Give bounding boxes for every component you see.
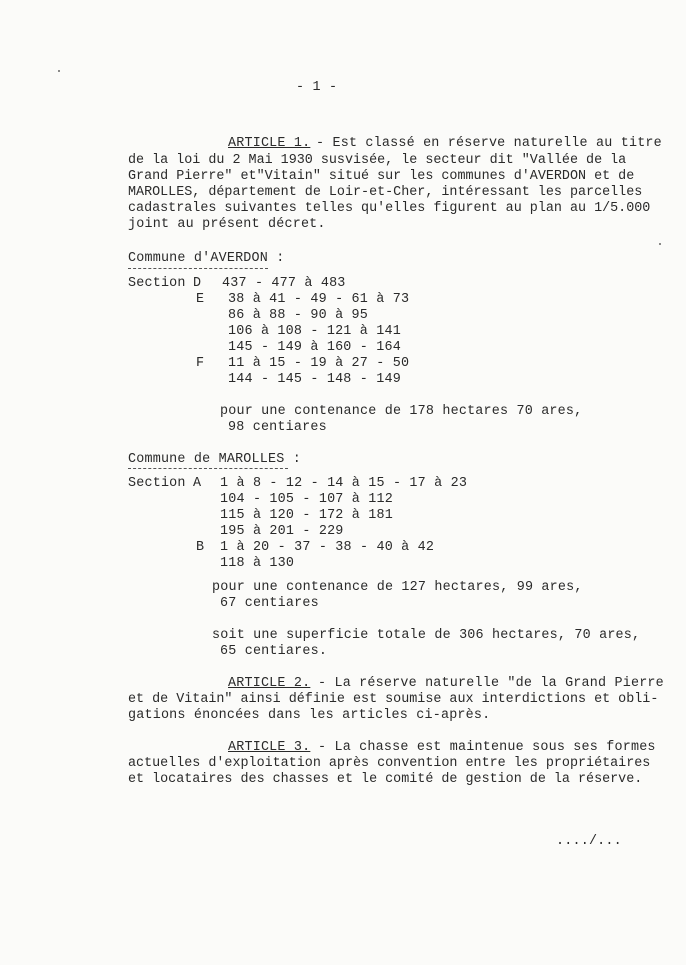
paper-speck xyxy=(58,70,60,72)
marolles-section-letter: A xyxy=(193,476,202,491)
article-2-line: et de Vitain" ainsi définie est soumise aux interdictions et obli- xyxy=(128,692,659,707)
total-area: soit une superficie totale de 306 hectares, 70 ares, xyxy=(212,628,641,643)
article-3-heading: ARTICLE 3. xyxy=(228,740,311,755)
averdon-parcels: 86 à 88 - 90 à 95 xyxy=(228,308,369,323)
total-area: 65 centiares. xyxy=(220,644,328,659)
marolles-parcels: 104 - 105 - 107 à 112 xyxy=(220,492,393,507)
averdon-section-letter: F xyxy=(196,356,205,371)
averdon-contenance: 98 centiares xyxy=(228,420,327,435)
article-1-line: MAROLLES, département de Loir-et-Cher, intéressant les parcelles xyxy=(128,185,643,200)
article-1-line: de la loi du 2 Mai 1930 susvisée, le secteur dit "Vallée de la xyxy=(128,153,627,168)
averdon-section-letter: E xyxy=(196,292,205,307)
article-1-line: Grand Pierre" et"Vitain" situé sur les communes d'AVERDON et de xyxy=(128,169,635,184)
averdon-section-label: Section xyxy=(128,276,186,291)
continuation-mark: ..../... xyxy=(556,834,622,849)
averdon-parcels: 38 à 41 - 49 - 61 à 73 xyxy=(228,292,410,307)
article-3-line: actuelles d'exploitation après convention entre les propriétaires xyxy=(128,756,651,771)
averdon-parcels: 144 - 145 - 148 - 149 xyxy=(228,372,401,387)
marolles-parcels: 1 à 20 - 37 - 38 - 40 à 42 xyxy=(220,540,435,555)
averdon-heading: Commune d'AVERDON : xyxy=(128,251,285,266)
averdon-parcels: 11 à 15 - 19 à 27 - 50 xyxy=(228,356,410,371)
averdon-heading-underline xyxy=(128,268,268,269)
averdon-parcels: 145 - 149 à 160 - 164 xyxy=(228,340,401,355)
marolles-parcels: 195 à 201 - 229 xyxy=(220,524,344,539)
averdon-parcels: 437 - 477 à 483 xyxy=(222,276,346,291)
article-2-heading: ARTICLE 2. xyxy=(228,676,311,691)
averdon-parcels: 106 à 108 - 121 à 141 xyxy=(228,324,401,339)
marolles-section-letter: B xyxy=(196,540,205,555)
article-2-line: gations énoncées dans les articles ci-après. xyxy=(128,708,491,723)
averdon-contenance: pour une contenance de 178 hectares 70 ares, xyxy=(220,404,583,419)
paper-speck xyxy=(659,243,661,245)
article-1-line: cadastrales suivantes telles qu'elles figurent au plan au 1/5.000 xyxy=(128,201,651,216)
article-1-line: joint au présent décret. xyxy=(128,217,326,232)
marolles-contenance: 67 centiares xyxy=(220,596,319,611)
marolles-parcels: 115 à 120 - 172 à 181 xyxy=(220,508,393,523)
averdon-section-letter: D xyxy=(193,276,202,291)
marolles-section-label: Section xyxy=(128,476,186,491)
article-3-line: - La chasse est maintenue sous ses formes xyxy=(318,740,656,755)
marolles-heading: Commune de MAROLLES : xyxy=(128,452,301,467)
marolles-parcels: 118 à 130 xyxy=(220,556,295,571)
marolles-parcels: 1 à 8 - 12 - 14 à 15 - 17 à 23 xyxy=(220,476,468,491)
marolles-contenance: pour une contenance de 127 hectares, 99 ares, xyxy=(212,580,583,595)
article-1-line: - Est classé en réserve naturelle au titre xyxy=(316,136,662,151)
page-number: - 1 - xyxy=(296,80,338,95)
article-2-line: - La réserve naturelle "de la Grand Pierre xyxy=(318,676,664,691)
article-1-heading: ARTICLE 1. xyxy=(228,136,311,151)
marolles-heading-underline xyxy=(128,468,288,469)
article-3-line: et locataires des chasses et le comité de gestion de la réserve. xyxy=(128,772,643,787)
